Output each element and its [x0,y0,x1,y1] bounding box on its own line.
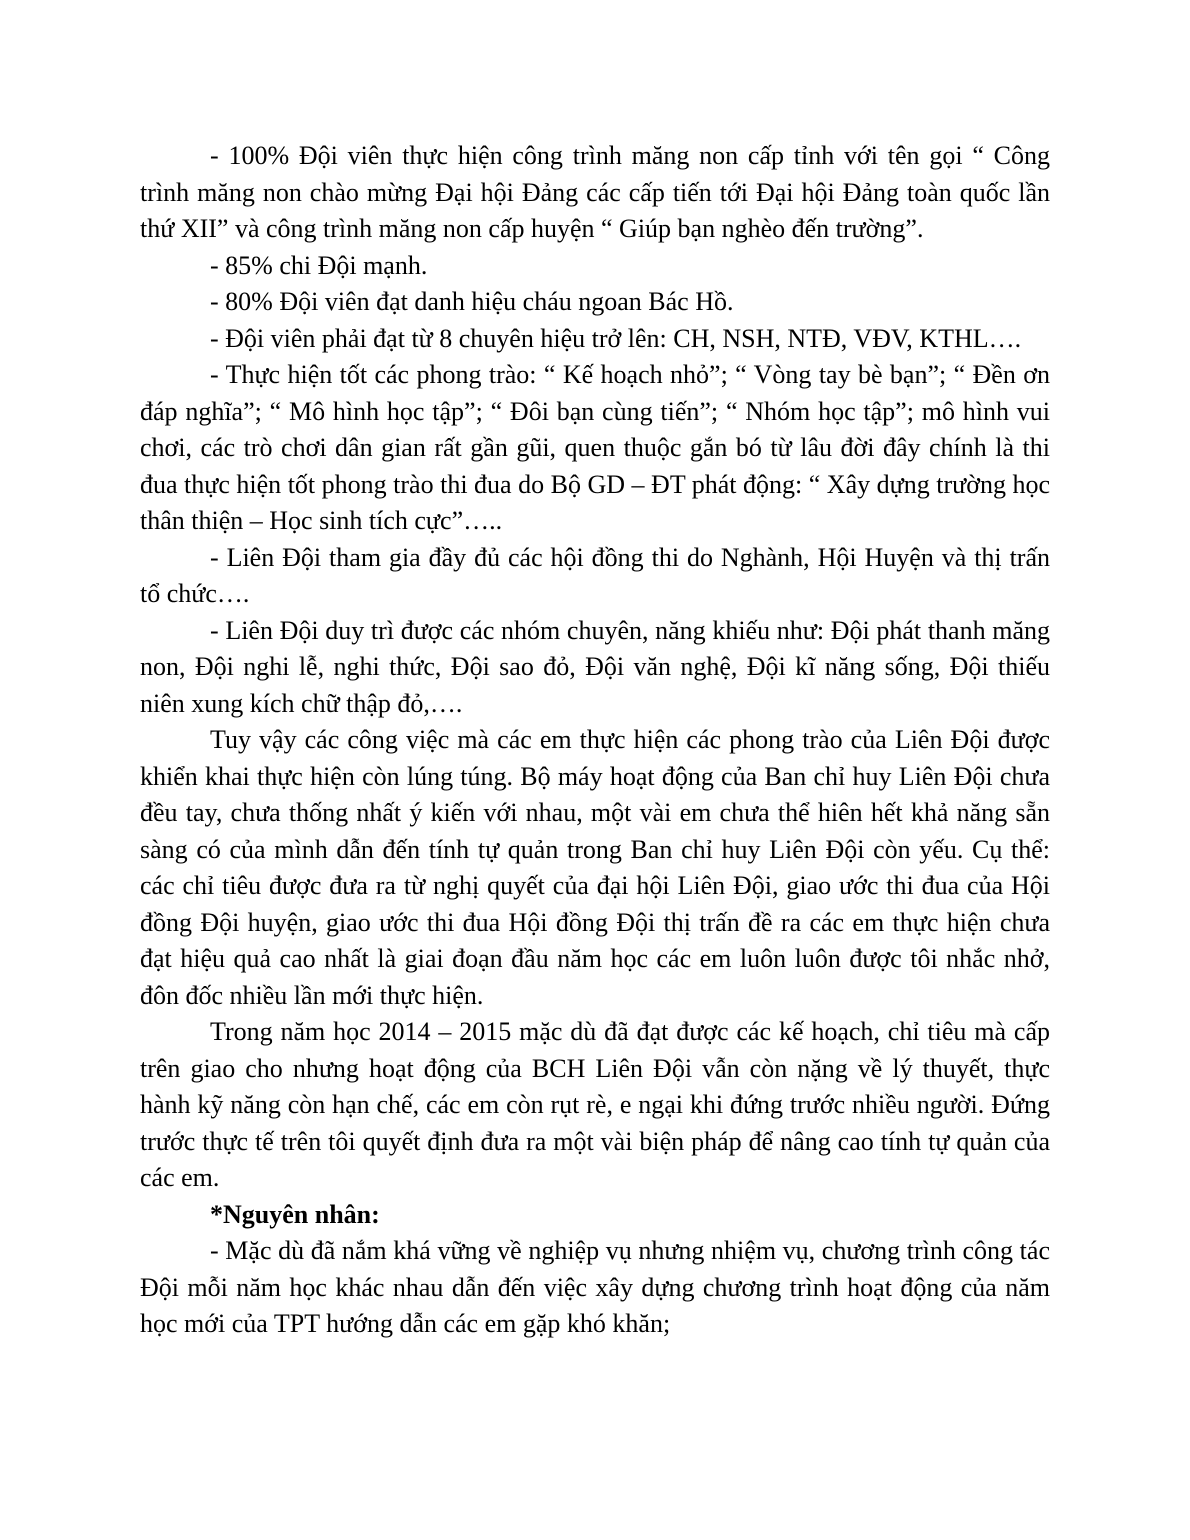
paragraph-strong-units: - 85% chi Đội mạnh. [210,250,428,280]
paragraph-cause-1: - Mặc dù đã nắm khá vững về nghiệp vụ nhưng nhiệm vụ, chương trình công tác Đội mỗi năm học khác nhau dẫn đến việc xây dựng chương trình hoạt động của năm học mới của TPT hướng dẫn các em gặp khó khăn; [140,1236,1050,1338]
paragraph-movements: - Thực hiện tốt các phong trào: “ Kế hoạch nhỏ”; “ Vòng tay bè bạn”; “ Đền ơn đáp nghĩa”; “ Mô hình học tập”; “ Đôi bạn cùng tiến”; “ Nhóm học tập”; mô hình vui chơi, các trò chơi dân gian rất gần gũi, quen thuộc gắn bó từ lâu đời đây chính là thi đua thực hiện tốt phong trào thi đua do Bộ GD – ĐT phát động: “ Xây dựng trường học thân thiện – Học sinh tích cực”….. [140,360,1050,535]
paragraph-school-year: Trong năm học 2014 – 2015 mặc dù đã đạt được các kế hoạch, chỉ tiêu mà cấp trên giao cho nhưng hoạt động của BCH Liên Đội vẫn còn nặng về lý thuyết, thực hành kỹ năng còn hạn chế, các em còn rụt rè, e ngại khi đứng trước nhiều người. Đứng trước thực tế trên tôi quyết định đưa ra một vài biện pháp để nâng cao tính tự quản của các em. [140,1017,1050,1192]
document-page [140,138,1050,1343]
section-heading-causes: *Nguyên nhân: [210,1199,380,1229]
paragraph-good-children: - 80% Đội viên đạt danh hiệu cháu ngoan Bác Hồ. [210,287,734,316]
paragraph-competitions: - Liên Đội tham gia đầy đủ các hội đồng thi do Nghành, Hội Huyện và thị trấn tổ chức…. [140,542,1050,608]
paragraph-mang-non-project: - 100% Đội viên thực hiện công trình măng non cấp tỉnh với tên gọi “ Công trình măng non chào mừng Đại hội Đảng các cấp tiến tới Đại hội Đảng toàn quốc lần thứ XII” và công trình măng non cấp huyện “ Giúp bạn nghèo đến trường”. [140,141,1050,243]
paragraph-specialized-groups: - Liên Đội duy trì được các nhóm chuyên, năng khiếu như: Đội phát thanh măng non, Đội nghi lễ, nghi thức, Đội sao đỏ, Đội văn nghệ, Đội kĩ năng sống, Đội thiếu niên xung kích chữ thập đỏ,…. [140,615,1050,718]
paragraph-badges: - Đội viên phải đạt từ 8 chuyên hiệu trở lên: CH, NSH, NTĐ, VĐV, KTHL…. [210,323,1022,353]
paragraph-limitations: Tuy vậy các công việc mà các em thực hiện các phong trào của Liên Đội được khiển khai thực hiện còn lúng túng. Bộ máy hoạt động của Ban chỉ huy Liên Đội chưa đều tay, chưa thống nhất ý kiến với nhau, một vài em chưa thể hiên hết khả năng sẵn sàng có của mình dẫn đến tính tự quản trong Ban chỉ huy Liên Đội còn yếu. Cụ thể: các chỉ tiêu được đưa ra từ nghị quyết của đại hội Liên Đội, giao ước thi đua của Hội đồng Đội huyện, giao ước thi đua Hội đồng Đội thị trấn đề ra các em thực hiện chưa đạt hiệu quả cao nhất là giai đoạn đầu năm học các em luôn luôn được tôi nhắc nhở, đôn đốc nhiều lần mới thực hiện. [140,725,1050,1010]
